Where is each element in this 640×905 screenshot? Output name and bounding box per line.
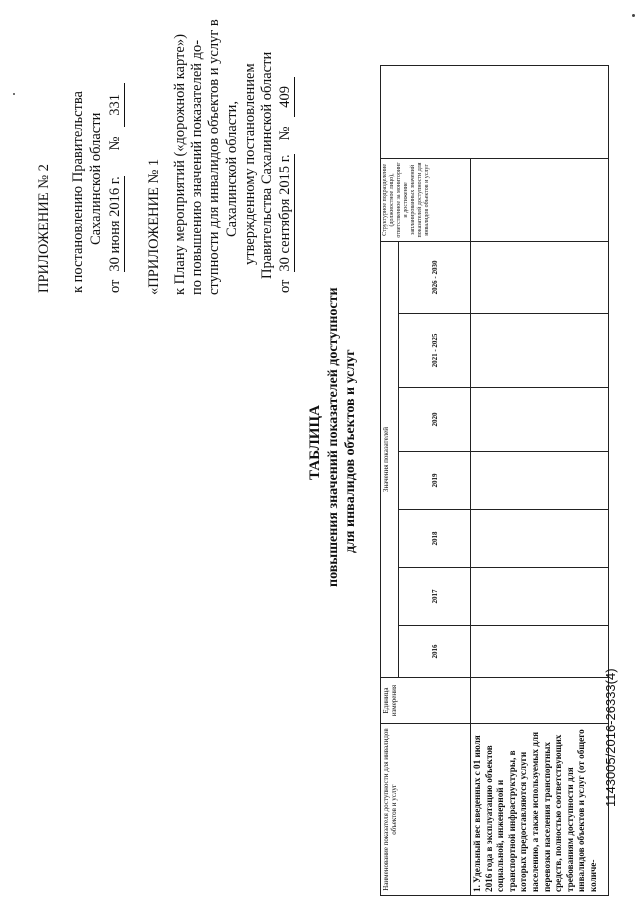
year-2017: 2017 xyxy=(399,568,471,626)
year-2021-2025: 2021 - 2025 xyxy=(399,314,471,388)
appendix1-date-line xyxy=(277,77,295,293)
year-2016: 2016 xyxy=(399,626,471,678)
year-2018: 2018 xyxy=(399,510,471,568)
row1-indicator: 1. Удельный вес введенных с 01 июля 2016 года в эксплуатацию объектов социальной, инженерной и транспортной инфраструктуры, в которых предоставляются услуги населению, а также используемых для перевозки населения транспортных средств, полностью соответствующих требованиям доступности для инвалидов объектов и услуг (от общего количе- xyxy=(471,724,609,896)
appendix1-date: 30 сентября 2015 г. xyxy=(277,154,293,272)
year-2026-2030: 2026 - 2030 xyxy=(399,241,471,313)
appendix-number: 331 xyxy=(107,83,125,127)
table-heading: ТАБЛИЦА xyxy=(307,405,323,480)
header-indicator-name: Наименование показателя доступности для инвалидов объектов и услуг xyxy=(381,724,471,896)
header-values: Значения показателей xyxy=(381,241,399,677)
appendix-from-label: от xyxy=(107,279,123,293)
row1-2016 xyxy=(471,626,609,678)
row1-2020 xyxy=(471,388,609,452)
indicators-table xyxy=(380,65,609,896)
appendix1-from-label: от xyxy=(277,279,293,293)
appendix1-number: 409 xyxy=(277,77,295,117)
appendix-line1: к постановлению Правительства xyxy=(70,91,86,293)
scan-speck xyxy=(632,14,635,17)
appendix1-line: по повышению значений показателей до- xyxy=(189,39,205,295)
appendix1-line: к Плану мероприятий («дорожной карте») xyxy=(172,34,188,295)
row1-2017 xyxy=(471,568,609,626)
row1-2021-2025 xyxy=(471,314,609,388)
appendix1-line: Правительства Сахалинской области xyxy=(259,51,275,279)
header-department: Структурное подразделение (должностное лицо), ответственное за мониторинг и достижение запланированных значений показателей доступности для инвалидов объектов и услуг xyxy=(381,158,471,241)
year-2019: 2019 xyxy=(399,452,471,510)
appendix-no-label: № xyxy=(107,136,123,151)
row1-2019 xyxy=(471,452,609,510)
row1-unit xyxy=(471,678,609,724)
header-unit: Единица измерения xyxy=(381,678,471,724)
appendix1-line: Сахалинской области, xyxy=(224,101,240,237)
appendix1-title: «ПРИЛОЖЕНИЕ № 1 xyxy=(146,158,162,295)
table-subheading-1: повышения значений показателей доступности xyxy=(326,287,341,587)
appendix1-no-label: № xyxy=(277,126,293,141)
appendix1-line: утвержденному постановлением xyxy=(242,63,258,265)
scan-speck xyxy=(13,93,15,95)
appendix1-line: ступности для инвалидов объектов и услуг в xyxy=(206,19,222,295)
extra-column xyxy=(381,65,609,158)
row1-2026-2030 xyxy=(471,241,609,313)
table-subheading-2: для инвалидов объектов и услуг xyxy=(343,349,358,553)
document-code: 1143005/2016-26333(4) xyxy=(603,668,618,807)
row1-department xyxy=(471,158,609,241)
row1-2018 xyxy=(471,510,609,568)
appendix-date: 30 июня 2016 г. xyxy=(107,176,123,272)
year-2020: 2020 xyxy=(399,388,471,452)
appendix-line2: Сахалинской области xyxy=(88,112,104,245)
appendix-title: ПРИЛОЖЕНИЕ № 2 xyxy=(36,164,52,293)
appendix-date-line xyxy=(107,83,125,293)
